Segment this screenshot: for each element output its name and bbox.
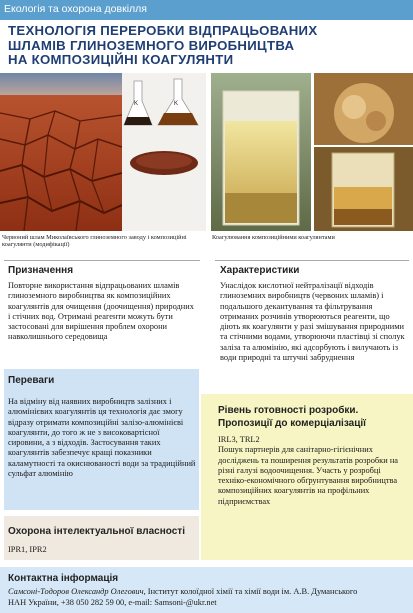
contact-authors: Самсоні-Тодоров Олександр Олегович	[8, 587, 144, 596]
category-label: Екологія та охорона довкілля	[4, 3, 147, 15]
sediment-beaker-photo	[314, 147, 413, 231]
red-mud-photo	[0, 73, 122, 231]
readiness-text: IRL3, TRL2 Пошук партнерів для санітарно-гігієнічних досліджень та поширення результатів розробки на різні галузі водоочищення. Участь у розробці техніко-економічного обґрунтування виробництва композиційних коагулянтів на профільних підприємствах	[218, 435, 399, 506]
readiness-heading-line-1: Рівень готовності розробки.	[218, 405, 359, 416]
title-line-2: ШЛАМІВ ГЛИНОЗЕМНОГО ВИРОБНИЦТВА	[8, 37, 295, 53]
title-line-1: ТЕХНОЛОГІЯ ПЕРЕРОБКИ ВІДПРАЦЬОВАНИХ	[8, 23, 318, 38]
advantages-text: На відміну від наявних виробництв залізних і алюмінієвих коагулянтів ця технологія дає змогу відразу отримати композиційні залізо-алюмінієві коагулянти, до того ж не з високовартісної сировини, а з відходів. Застосування таких коагулянтів забезпечує кращі показники каламутності та окиснюваності води за традиційний сульфат алюмінію	[8, 397, 196, 479]
left-photo-caption: Червоний шлам Миколаївського глиноземного заводу і композиційні коагулянти (модифікації)	[2, 234, 187, 249]
readiness-heading	[218, 405, 366, 430]
flask-label-1: K	[134, 101, 139, 107]
contact-line-1	[8, 587, 410, 598]
contact-organization: , Інститут колоїдної хімії та хімії води ім. А.В. Думанського	[143, 587, 358, 596]
characteristics-text: Унаслідок кислотної нейтралізації відходів глиноземних виробництв (червоних шламів) і подальшого декантування та фільтрування отриманих розчинів утворюються реагенти, що діють як коагулянти у разі змішування природними та стічними водами, утворюючи пластівці зі сполук заліза та алюмінію, які адсорбують і вилучають із води природні та штучні забруднення	[220, 281, 405, 363]
ip-heading: Охорона інтелектуальної власності	[8, 526, 185, 537]
flask-label-2: K	[174, 101, 179, 107]
contact-line-2: НАН України, +38 050 282 59 00, e-mail: Samsoni-@ukr.net	[8, 598, 217, 607]
ip-text: IPR1, IPR2	[8, 545, 47, 554]
characteristics-divider	[215, 260, 409, 261]
flocculant-closeup-photo	[314, 73, 413, 145]
purpose-text: Повторне використання відпрацьованих шламів глиноземного виробництва як композиційних коагулянтів для очищення (доочищення) природних і стічних вод. Отримані реагенти можуть бути застосовані для вирішення проблем охорони навколишнього середовища	[8, 281, 194, 342]
purpose-heading: Призначення	[8, 265, 74, 276]
coagulant-flasks-photo	[122, 73, 206, 231]
contact-heading: Контактна інформація	[8, 573, 119, 584]
title-line-3: НА КОМПОЗИЦІЙНІ КОАГУЛЯНТИ	[8, 52, 234, 67]
advantages-heading: Переваги	[8, 375, 55, 386]
contact-footer	[0, 567, 413, 613]
characteristics-heading: Характеристики	[220, 265, 300, 276]
purpose-divider	[4, 260, 200, 261]
header-band	[0, 0, 413, 20]
page-title	[8, 24, 408, 68]
right-photo-caption: Коагулювання композиційними коагулянтами	[212, 234, 335, 241]
coagulation-beaker-photo	[211, 73, 311, 231]
readiness-heading-line-2: Пропозиції до комерціалізації	[218, 417, 366, 429]
